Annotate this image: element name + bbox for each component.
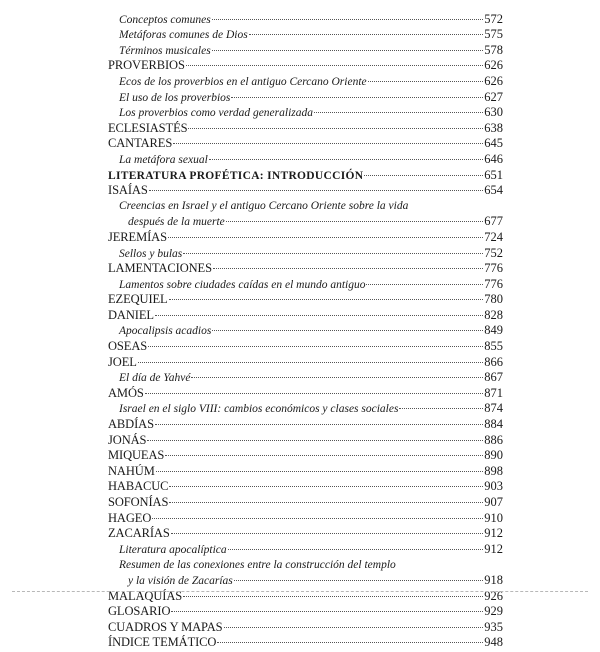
dot-leader [364, 175, 483, 176]
dot-leader [231, 97, 483, 98]
toc-entry-title: ABDÍAS [108, 417, 154, 432]
dot-leader [173, 143, 483, 144]
toc-entry-title: ECLESIASTÉS [108, 120, 188, 135]
dot-leader [217, 642, 483, 643]
toc-entry-title: Conceptos comunes [119, 13, 211, 26]
toc-entry-title: JONÁS [108, 432, 147, 447]
toc-entry-title: ZACARÍAS [108, 526, 170, 541]
dot-leader [168, 237, 483, 238]
dot-leader [165, 455, 483, 456]
dot-leader [183, 596, 483, 597]
toc-entry-page-number: 572 [484, 11, 503, 26]
toc-entry-page-number: 752 [484, 245, 503, 260]
dot-leader [209, 159, 483, 160]
toc-entry[interactable] [108, 200, 503, 231]
toc-entry-title: ÍNDICE TEMÁTICO [108, 635, 217, 650]
toc-entry-title: Literatura apocalíptica [119, 543, 227, 556]
toc-entry-title: LAMENTACIONES [108, 261, 212, 276]
toc-entry-title: DANIEL [108, 307, 154, 322]
toc-entry-title: MIQUEAS [108, 448, 165, 463]
toc-entry-title: El día de Yahvé [119, 372, 191, 385]
toc-entry-page-number: 575 [484, 27, 503, 42]
toc-entry-page-number: 884 [484, 417, 503, 432]
dot-leader [183, 253, 483, 254]
dot-leader [212, 19, 484, 20]
toc-entry[interactable] [108, 559, 503, 590]
dot-leader [224, 627, 484, 628]
dot-leader [156, 471, 484, 472]
toc-entry-page-number: 855 [484, 339, 503, 354]
toc-entry-page-number: 935 [484, 619, 503, 634]
dot-leader [138, 362, 483, 363]
dot-leader [226, 221, 483, 222]
toc-entry-title: HABACUC [108, 479, 169, 494]
toc-entry-title: Israel en el siglo VIII: cambios económicos y clases sociales [119, 403, 399, 416]
toc-entry-title: Metáforas comunes de Dios [119, 29, 248, 42]
dot-leader [155, 424, 483, 425]
toc-entry-page-number: 886 [484, 432, 503, 447]
toc-entry-title: JEREMÍAS [108, 229, 167, 244]
toc-entry-title: MALAQUÍAS [108, 588, 183, 603]
toc-entry-page-number: 874 [484, 401, 503, 416]
toc-entry-title: ISAÍAS [108, 183, 148, 198]
toc-entry-title: Ecos de los proverbios en el antiguo Cercano Oriente [119, 75, 367, 88]
toc-entry-page-number: 918 [484, 572, 503, 587]
toc-entry-page-number: 849 [484, 323, 503, 338]
dot-leader [149, 190, 484, 191]
dot-leader [147, 440, 483, 441]
toc-entry-title: PROVERBIOS [108, 58, 185, 73]
toc-entry-page-number: 638 [484, 120, 503, 135]
dot-leader [148, 346, 483, 347]
dot-leader [169, 299, 484, 300]
toc-entry-page-number: 866 [484, 354, 503, 369]
toc-entry-page-number: 627 [484, 89, 503, 104]
toc-entry-title: CUADROS Y MAPAS [108, 619, 223, 634]
toc-entry-page-number: 926 [484, 588, 503, 603]
dot-leader [188, 128, 483, 129]
toc-entry-title: EZEQUIEL [108, 292, 168, 307]
toc-entry-title-line1: Resumen de las conexiones entre la construcción del templo [119, 558, 396, 571]
toc-entry-page-number: 654 [484, 183, 503, 198]
toc-entry-page-number: 910 [484, 510, 503, 525]
toc-entry-title: LITERATURA PROFÉTICA: INTRODUCCIÓN [108, 169, 364, 182]
toc-entry-page-number: 646 [484, 151, 503, 166]
toc-entry-page-number: 776 [484, 276, 503, 291]
toc-entry-title: Apocalipsis acadios [119, 325, 212, 338]
dot-leader [314, 112, 483, 113]
toc-entry-title: JOEL [108, 354, 137, 369]
bottom-dashed-rule [12, 591, 588, 592]
toc-entry-title: Términos musicales [119, 44, 211, 57]
toc-entry[interactable] [108, 543, 503, 559]
toc-entry-page-number: 724 [484, 229, 503, 244]
toc-entry-page-number: 780 [484, 292, 503, 307]
toc-entry-page-number: 903 [484, 479, 503, 494]
dot-leader [213, 268, 483, 269]
toc-entry-page-number: 912 [484, 541, 503, 556]
toc-entry-title: después de la muerte [128, 216, 225, 229]
toc-entry-title: El uso de los proverbios [119, 91, 231, 104]
toc-entry-page-number: 578 [484, 42, 503, 57]
toc-entry-title: NAHÚM [108, 463, 155, 478]
dot-leader [399, 408, 483, 409]
dot-leader [212, 50, 484, 51]
dot-leader [155, 315, 483, 316]
toc-entry-page-number: 651 [484, 167, 503, 182]
toc-entry-page-number: 871 [484, 385, 503, 400]
toc-entry-page-number: 626 [484, 58, 503, 73]
toc-entry-page-number: 948 [484, 635, 503, 650]
toc-entry-page-number: 828 [484, 307, 503, 322]
dot-leader [145, 393, 484, 394]
dot-leader [169, 486, 483, 487]
dot-leader [234, 580, 483, 581]
toc-entry-page-number: 776 [484, 261, 503, 276]
toc-entry[interactable] [108, 637, 503, 652]
toc-entry-page-number: 898 [484, 463, 503, 478]
toc-entry-page-number: 907 [484, 495, 503, 509]
dot-leader [366, 284, 483, 285]
toc-entry-title: CANTARES [108, 136, 173, 151]
dot-leader [169, 502, 483, 503]
toc-entry-title: y la visión de Zacarías [128, 574, 233, 587]
toc-entry-title: GLOSARIO [108, 604, 171, 619]
toc-entry-page-number: 626 [484, 73, 503, 88]
toc-entry-title: OSEAS [108, 339, 148, 354]
toc-entry-title: Sellos y bulas [119, 247, 183, 260]
toc-entry-title: AMÓS [108, 385, 144, 400]
dot-leader [228, 549, 484, 550]
dot-leader [212, 330, 483, 331]
toc-entry-page-number: 912 [484, 526, 503, 541]
dot-leader [152, 518, 483, 519]
toc-entry-title: La metáfora sexual [119, 153, 208, 166]
dot-leader [249, 34, 484, 35]
toc-entry-page-number: 867 [484, 370, 503, 385]
toc-entry-title: SOFONÍAS [108, 495, 169, 509]
dot-leader [186, 65, 483, 66]
toc-entry-page-number: 890 [484, 448, 503, 463]
dot-leader [171, 611, 483, 612]
dot-leader [368, 81, 484, 82]
toc-entry-title: HAGEO [108, 510, 152, 525]
toc-entry-title-line1: Creencias en Israel y el antiguo Cercano Oriente sobre la vida [119, 200, 409, 213]
toc-entry-page-number: 630 [484, 105, 503, 120]
toc-entry[interactable] [108, 185, 503, 201]
toc-entry-title: Los proverbios como verdad generalizada [119, 107, 313, 120]
table-of-contents [108, 13, 503, 652]
toc-entry-page-number: 929 [484, 604, 503, 619]
toc-entry-page-number: 645 [484, 136, 503, 151]
toc-entry-page-number: 677 [484, 214, 503, 229]
dot-leader [191, 377, 483, 378]
dot-leader [171, 533, 484, 534]
toc-entry-title: Lamentos sobre ciudades caídas en el mundo antiguo [119, 278, 366, 291]
